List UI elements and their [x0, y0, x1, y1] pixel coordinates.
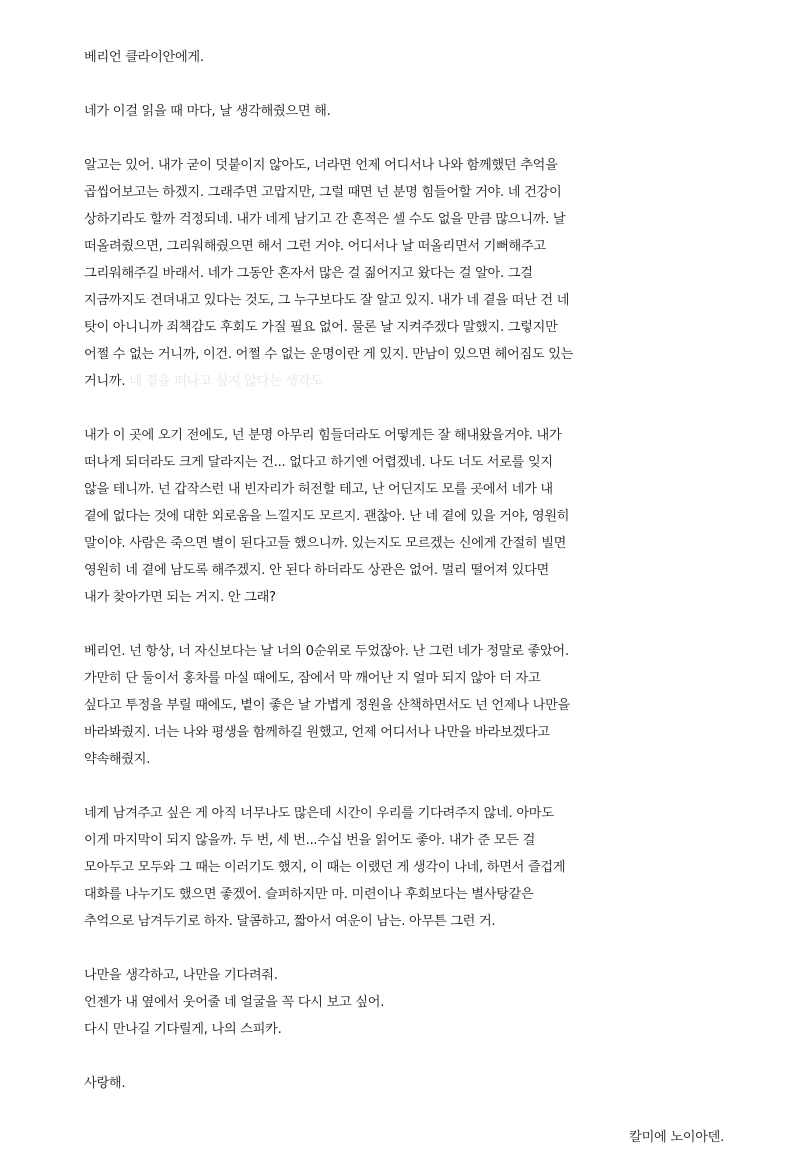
paragraph-line: 상하기라도 할까 걱정되네. 내가 네게 남기고 간 흔적은 셀 수도 없을 만큼 많으니까. 날	[84, 212, 566, 227]
paragraph-1	[84, 152, 724, 395]
paragraph-line-text: 거니까.	[84, 374, 126, 389]
letter-signature: 칼미에 노이아덴.	[629, 1130, 724, 1145]
paragraph-line: 영원히 네 곁에 남도록 해주겠지. 안 된다 하더라도 상관은 없어. 멀리 떨어져 있다면	[84, 563, 549, 578]
paragraph-4	[84, 800, 724, 935]
paragraph-gap	[84, 935, 724, 962]
paragraph-5	[84, 962, 724, 1043]
paragraph-line: 언젠가 내 옆에서 웃어줄 네 얼굴을 꼭 다시 보고 싶어.	[84, 995, 385, 1010]
paragraph-line: 떠나게 되더라도 크게 달라지는 건... 없다고 하기엔 어렵겠네. 나도 너도 서로를 잊지	[84, 455, 553, 470]
paragraph-line: 대화를 나누기도 했으면 좋겠어. 슬퍼하지만 마. 미련이나 후회보다는 별사탕같은	[84, 887, 534, 902]
paragraph-line: 가만히 단 둘이서 홍차를 마실 때에도, 잠에서 막 깨어난 지 얼마 되지 않아 더 자고	[84, 671, 541, 686]
paragraph-2	[84, 422, 724, 611]
letter-salutation: 베리언 클라이안에게.	[84, 50, 204, 65]
paragraph-line: 약속해줬지.	[84, 752, 151, 767]
paragraph-line: 말이야. 사람은 죽으면 별이 된다고들 했으니까. 있는지도 모르겠는 신에게 간절히 빌면	[84, 536, 567, 551]
paragraph-line: 모아두고 모두와 그 때는 이러기도 했지, 이 때는 이랬던 게 생각이 나네, 하면서 즐겁게	[84, 860, 566, 875]
paragraph-line: 탓이 아니니까 죄책감도 후회도 가질 필요 없어. 물론 날 지켜주겠다 말했지. 그렇지만	[84, 320, 558, 335]
paragraph-gap	[84, 611, 724, 638]
paragraph-line: 이게 마지막이 되지 않을까. 두 번, 세 번...수십 번을 읽어도 좋아. 내가 준 모든 걸	[84, 833, 536, 848]
paragraph-line: 지금까지도 견뎌내고 있다는 것도, 그 누구보다도 잘 알고 있지. 내가 네 곁을 떠난 건 네	[84, 293, 570, 308]
paragraph-gap	[84, 1043, 724, 1070]
paragraph-line: 네게 남겨주고 싶은 게 아직 너무나도 많은데 시간이 우리를 기다려주지 않네. 아마도	[84, 806, 554, 821]
paragraph-line: 않을 테니까. 넌 갑작스런 내 빈자리가 허전할 테고, 난 어딘지도 모를 곳에서 네가 내	[84, 482, 553, 497]
paragraph-line: 떠올려줬으면, 그리워해줬으면 해서 그런 거야. 어디서나 날 떠올리면서 기뻐해주고	[84, 239, 546, 254]
paragraph-line: 베리언. 넌 항상, 너 자신보다는 날 너의 0순위로 두었잖아. 난 그런 네가 정말로 좋았어.	[84, 644, 569, 659]
faded-text: 네 곁을 떠나고 싶지 않다는 생각도	[125, 374, 323, 389]
paragraph-gap	[84, 1097, 724, 1124]
paragraph-gap	[84, 395, 724, 422]
paragraph-line: 싶다고 투정을 부릴 때에도, 볕이 좋은 날 가볍게 정원을 산책하면서도 넌 언제나 나만을	[84, 698, 570, 713]
paragraph-line: 다시 만나길 기다릴게, 나의 스피카.	[84, 1022, 282, 1037]
paragraph-3	[84, 638, 724, 773]
paragraph-gap	[84, 773, 724, 800]
paragraph-line: 바라봐줬지. 너는 나와 평생을 함께하길 원했고, 언제 어디서나 나만을 바라보겠다고	[84, 725, 550, 740]
paragraph-line: 내가 이 곳에 오기 전에도, 넌 분명 아무리 힘들더라도 어떻게든 잘 해내왔을거야. 내가	[84, 428, 562, 443]
paragraph-gap	[84, 71, 724, 98]
paragraph-line: 어쩔 수 없는 거니까, 이건. 어쩔 수 없는 운명이란 게 있지. 만남이 있으면 헤어짐도 있는	[84, 347, 574, 362]
paragraph-line: 곁에 없다는 것에 대한 외로움을 느낄지도 모르지. 괜찮아. 난 네 곁에 있을 거야, 영원히	[84, 509, 570, 524]
paragraph-line: 곱씹어보고는 하겠지. 그래주면 고맙지만, 그럴 때면 넌 분명 힘들어할 거야. 네 건강이	[84, 185, 562, 200]
paragraph-line: 나만을 생각하고, 나만을 기다려줘.	[84, 968, 278, 983]
letter	[84, 44, 724, 1151]
letter-closing: 사랑해.	[84, 1076, 126, 1091]
paragraph-line: 추억으로 남겨두기로 하자. 달콤하고, 짧아서 여운이 남는. 아무튼 그런 거.	[84, 914, 496, 929]
paragraph-line: 알고는 있어. 내가 굳이 덧붙이지 않아도, 너라면 언제 어디서나 나와 함께했던 추억을	[84, 158, 558, 173]
paragraph-line: 그리워해주길 바래서. 네가 그동안 혼자서 많은 걸 짊어지고 왔다는 걸 알아. 그걸	[84, 266, 533, 281]
paragraph-line	[84, 368, 724, 395]
paragraph-gap	[84, 125, 724, 152]
letter-opening: 네가 이걸 읽을 때 마다, 날 생각해줬으면 해.	[84, 104, 331, 119]
paragraph-line: 내가 찾아가면 되는 거지. 안 그래?	[84, 590, 276, 605]
